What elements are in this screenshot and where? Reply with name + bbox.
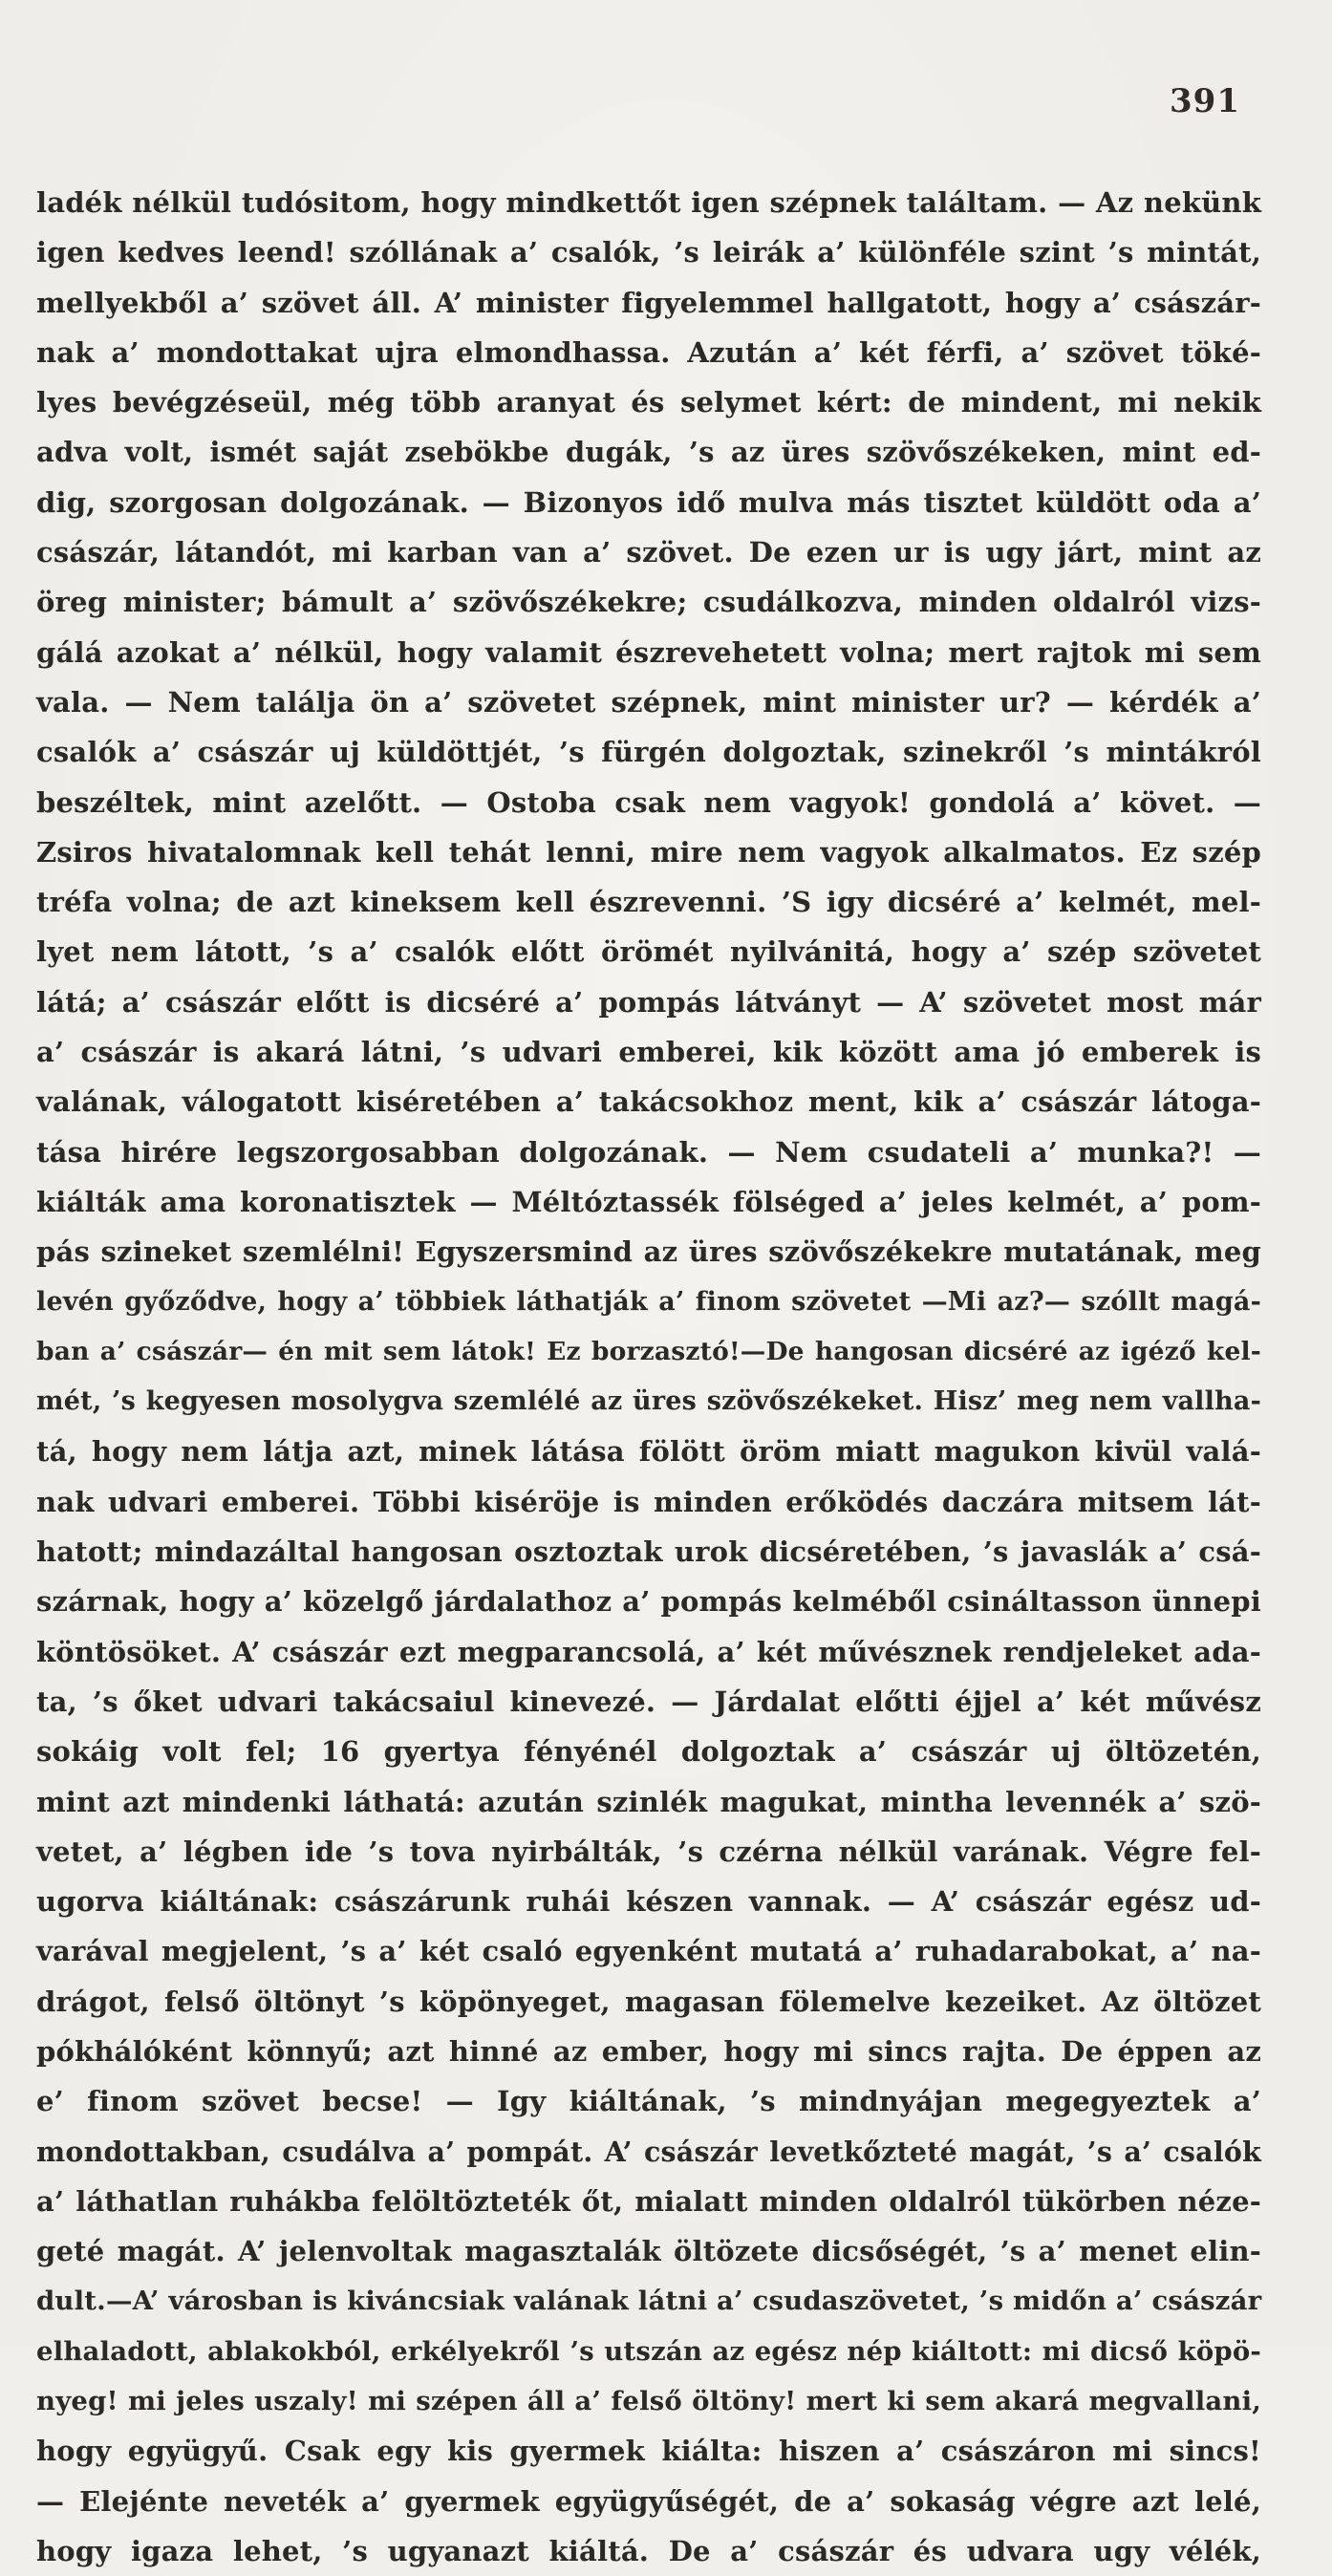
text-line: pókhálóként könnyű; azt hinné az ember, hogy mi sincs rajta. De éppen az [36, 2034, 1261, 2068]
text-line: nyeg! mi jeles uszaly! mi szépen áll a’ felső öltöny! mert ki sem akará megvallani, [36, 2386, 1261, 2417]
text-line: drágot, felső öltönyt ’s köpönyeget, magasan fölemelve kezeiket. Az öltözet [36, 1985, 1261, 2018]
text-line: elhaladott, ablakokból, erkélyekről ’s utszán az egész nép kiáltott: mi dicső köpö- [36, 2335, 1261, 2367]
text-line: sokáig volt fel; 16 gyertya fényénél dolgoztak a’ császár uj öltözetén, [36, 1735, 1261, 1769]
text-line: mellyekből a’ szövet áll. A’ minister figyelemmel hallgatott, hogy a’ császár- [36, 286, 1261, 319]
text-line: lyet nem látott, ’s a’ csalók előtt örömét nyilvánitá, hogy a’ szép szövetet [36, 935, 1261, 969]
text-line: mint azt mindenki láthatá: azután szinlék magukat, mintha levennék a’ szö- [36, 1785, 1261, 1818]
text-line: császár, látandót, mi karban van a’ szövet. De ezen ur is ugy járt, mint az [36, 536, 1261, 569]
text-line: ban a’ császár— én mit sem látok! Ez borzasztó!—De hangosan dicséré az igéző kel- [36, 1336, 1261, 1366]
text-line: hogy igaza lehet, ’s ugyanazt kiáltá. De a’ császár és udvara ugy vélék, [36, 2534, 1261, 2567]
text-line: csalók a’ császár uj küldöttjét, ’s fürgén dolgoztak, szinekről ’s mintákról [36, 736, 1261, 769]
text-line: adva volt, ismét saját zsebökbe dugák, ’s az üres szövőszékeken, mint ed- [36, 436, 1261, 469]
text-line: a’ láthatlan ruhákba felöltözteték őt, mialatt minden oldalról tükörben néze- [36, 2184, 1261, 2218]
text-line: varával megjelent, ’s a’ két csaló egyenként mutatá a’ ruhadarabokat, a’ na- [36, 1935, 1261, 1968]
text-line: dig, szorgosan dolgozának. — Bizonyos idő mulva más tisztet küldött oda a’ [36, 485, 1261, 519]
text-line: öreg minister; bámult a’ szövőszékekre; csudálkozva, minden oldalról vizs- [36, 586, 1261, 619]
text-line: — Elejénte neveték a’ gyermek együgyűségét, de a’ sokaság végre azt lelé, [36, 2484, 1261, 2518]
text-line: vala. — Nem találja ön a’ szövetet szépnek, mint minister ur? — kérdék a’ [36, 685, 1261, 719]
text-line: kiálták ama koronatisztek — Méltóztassék fölséged a’ jeles kelmét, a’ pom- [36, 1185, 1261, 1218]
text-line: levén győződve, hogy a’ többiek láthatják a’ finom szövetet —Mi az?— szóllt magá- [36, 1286, 1261, 1317]
text-line: tása hirére legszorgosabban dolgozának. — Nem csudateli a’ munka?! — [36, 1135, 1261, 1169]
text-line: gálá azokat a’ nélkül, hogy valamit észrevehetett volna; mert rajtok mi sem [36, 635, 1261, 669]
text-line: geté magát. A’ jelenvoltak magasztalák öltözete dicsőségét, ’s a’ menet elin- [36, 2235, 1261, 2268]
text-line: igen kedves leend! szóllának a’ csalók, ’s leirák a’ különféle szint ’s mintát, [36, 236, 1261, 269]
text-line: dult.—A’ városban is kiváncsiak valának látni a’ csudaszövetet, ’s midőn a’ császár [36, 2286, 1262, 2317]
text-line: pás szineket szemlélni! Egyszersmind az üres szövőszékekre mutatának, meg [36, 1235, 1261, 1269]
text-line: mondottakban, csudálva a’ pompát. A’ császár levetkőzteté magát, ’s a’ csalók [36, 2135, 1261, 2168]
text-line: nak a’ mondottakat ujra elmondhassa. Azután a’ két férfi, a’ szövet töké- [36, 335, 1261, 369]
text-line: a’ császár is akará látni, ’s udvari emberei, kik között ama jó emberek is [36, 1036, 1261, 1069]
text-line: ladék nélkül tudósitom, hogy mindkettőt igen szépnek találtam. — Az nekünk [36, 186, 1261, 219]
text-line: valának, válogatott kiséretében a’ takácsokhoz ment, kik a’ császár látoga- [36, 1085, 1261, 1119]
text-line: köntösöket. A’ császár ezt megparancsolá, a’ két művésznek rendjeleket ada- [36, 1635, 1261, 1668]
text-line: tá, hogy nem látja azt, minek látása fölött öröm miatt magukon kivül valá- [36, 1435, 1261, 1469]
text-line: hogy együgyű. Csak egy kis gyermek kiálta: hiszen a’ császáron mi sincs! [36, 2435, 1261, 2468]
text-line: látá; a’ császár előtt is dicséré a’ pompás látványt — A’ szövetet most már [36, 985, 1261, 1019]
text-line: beszéltek, mint azelőtt. — Ostoba csak nem vagyok! gondolá a’ követ. — [36, 785, 1261, 819]
text-line: ta, ’s őket udvari takácsaiul kinevezé. — Járdalat előtti éjjel a’ két művész [36, 1685, 1261, 1718]
text-line: tréfa volna; de azt kineksem kell észrevenni. ’S igy dicséré a’ kelmét, mel- [36, 886, 1261, 919]
text-line: e’ finom szövet becse! — Igy kiáltának, ’s mindnyájan megegyeztek a’ [36, 2085, 1261, 2118]
text-line: nak udvari emberei. Többi kiséröje is minden erőködés daczára mitsem lát- [36, 1485, 1261, 1518]
text-line: lyes bevégzéseül, még több aranyat és selymet kért: de mindent, mi nekik [36, 386, 1261, 419]
text-line: Zsiros hivatalomnak kell tehát lenni, mire nem vagyok alkalmatos. Ez szép [36, 835, 1261, 869]
text-line: szárnak, hogy a’ közelgő járdalathoz a’ pompás kelméből csináltasson ünnepi [36, 1585, 1261, 1619]
text-line: hatott; mindazáltal hangosan osztoztak urok dicséretében, ’s javaslák a’ csá- [36, 1535, 1261, 1569]
text-line: mét, ’s kegyesen mosolygva szemlélé az üres szövőszékeket. Hisz’ meg nem vallha- [36, 1386, 1261, 1417]
body-text [36, 178, 1261, 2576]
page-number: 391 [1170, 82, 1240, 120]
text-line: ugorva kiáltának: császárunk ruhái készen vannak. — A’ császár egész ud- [36, 1885, 1261, 1919]
text-line: vetet, a’ légben ide ’s tova nyirbálták, ’s czérna nélkül varának. Végre fel- [36, 1835, 1261, 1868]
